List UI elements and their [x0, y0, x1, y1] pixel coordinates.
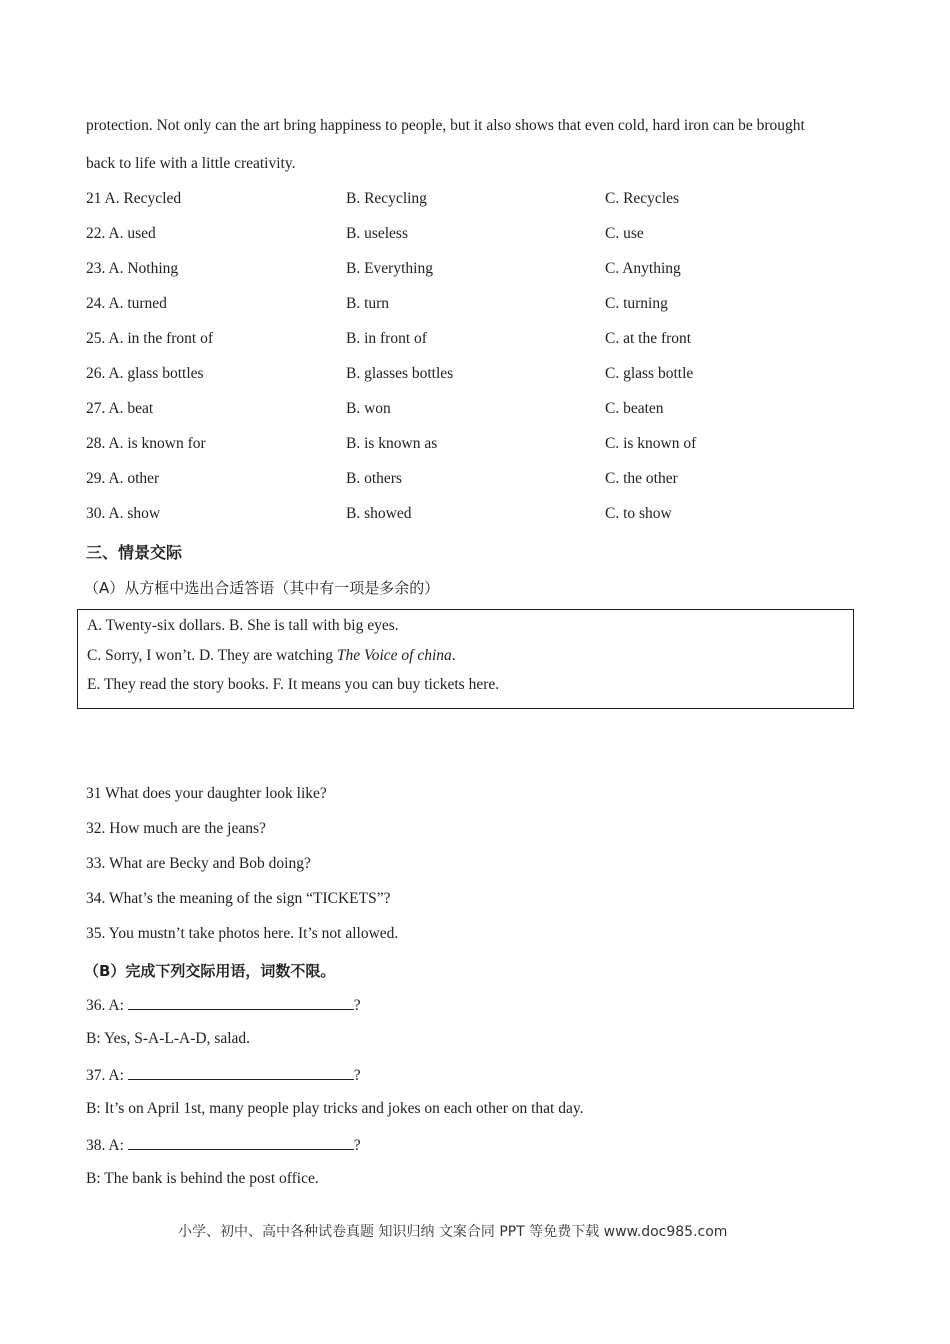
- option-a: 21 A. Recycled: [86, 190, 182, 207]
- answer-blank[interactable]: [128, 1065, 354, 1080]
- option-a: 22. A. used: [86, 225, 156, 242]
- option-c: C. glass bottle: [605, 365, 694, 382]
- option-b: B. Recycling: [346, 190, 427, 207]
- answer-box-line: E. They read the story books. F. It means you can buy tickets here.: [87, 676, 500, 693]
- dialogue-question: [86, 995, 361, 1015]
- answer-box-line: [87, 647, 456, 665]
- part-a-instruction: （A）从方框中选出合适答语（其中有一项是多余的）: [84, 579, 440, 597]
- dialogue-prefix: 38. A:: [86, 1137, 128, 1154]
- question: 31 What does your daughter look like?: [86, 785, 327, 802]
- option-c: C. Recycles: [605, 190, 680, 207]
- option-row: [86, 400, 866, 422]
- option-c: C. turning: [605, 295, 668, 312]
- question-mark: ?: [353, 997, 361, 1014]
- answer-box-line: A. Twenty-six dollars. B. She is tall with big eyes.: [87, 617, 399, 634]
- question: 35. You mustn’t take photos here. It’s not allowed.: [86, 925, 399, 942]
- option-row: [86, 435, 866, 457]
- option-a: 28. A. is known for: [86, 435, 206, 452]
- option-b: B. in front of: [346, 330, 427, 347]
- option-row: [86, 365, 866, 387]
- option-a: 30. A. show: [86, 505, 161, 522]
- tv-show-title: The Voice of china: [336, 647, 452, 664]
- answer-box: [77, 609, 854, 709]
- answer-option-text: C. Sorry, I won’t. D. They are watching: [87, 647, 337, 664]
- option-b: B. glasses bottles: [346, 365, 454, 382]
- option-row: [86, 190, 866, 212]
- option-row: [86, 260, 866, 282]
- page-footer: 小学、初中、高中各种试卷真题 知识归纳 文案合同 PPT 等免费下载 www.doc985.com: [178, 1224, 728, 1240]
- option-b: B. turn: [346, 295, 390, 312]
- answer-blank[interactable]: [128, 1135, 354, 1150]
- option-row: [86, 470, 866, 492]
- dialogue-question: [86, 1135, 361, 1155]
- option-a: 26. A. glass bottles: [86, 365, 204, 382]
- option-b: B. useless: [346, 225, 408, 242]
- passage-line: back to life with a little creativity.: [86, 155, 296, 172]
- option-b: B. won: [346, 400, 391, 417]
- option-a: 29. A. other: [86, 470, 160, 487]
- part-b-instruction: （B）完成下列交际用语，词数不限。: [84, 962, 336, 980]
- option-b: B. others: [346, 470, 402, 487]
- dialogue-prefix: 37. A:: [86, 1067, 128, 1084]
- passage-line: protection. Not only can the art bring happiness to people, but it also shows that even cold, hard iron can be brought: [86, 117, 805, 134]
- question-mark: ?: [353, 1067, 361, 1084]
- question-mark: ?: [353, 1137, 361, 1154]
- option-b: B. Everything: [346, 260, 433, 277]
- answer-option-text: .: [451, 647, 456, 664]
- section-title: 三、情景交际: [86, 543, 183, 562]
- option-c: C. Anything: [605, 260, 681, 277]
- option-row: [86, 330, 866, 352]
- option-a: 23. A. Nothing: [86, 260, 179, 277]
- option-c: C. is known of: [605, 435, 697, 452]
- option-c: C. use: [605, 225, 644, 242]
- option-c: C. at the front: [605, 330, 692, 347]
- dialogue-answer: B: The bank is behind the post office.: [86, 1170, 319, 1187]
- option-a: 25. A. in the front of: [86, 330, 213, 347]
- option-c: C. the other: [605, 470, 678, 487]
- option-a: 27. A. beat: [86, 400, 154, 417]
- dialogue-question: [86, 1065, 361, 1085]
- option-a: 24. A. turned: [86, 295, 167, 312]
- option-c: C. to show: [605, 505, 672, 522]
- question: 34. What’s the meaning of the sign “TICKETS”?: [86, 890, 391, 907]
- dialogue-answer: B: Yes, S-A-L-A-D, salad.: [86, 1030, 251, 1047]
- question: 33. What are Becky and Bob doing?: [86, 855, 311, 872]
- option-row: [86, 225, 866, 247]
- option-b: B. is known as: [346, 435, 438, 452]
- question: 32. How much are the jeans?: [86, 820, 266, 837]
- dialogue-answer: B: It’s on April 1st, many people play tricks and jokes on each other on that day.: [86, 1100, 584, 1117]
- option-b: B. showed: [346, 505, 412, 522]
- option-row: [86, 295, 866, 317]
- option-c: C. beaten: [605, 400, 664, 417]
- answer-blank[interactable]: [128, 995, 354, 1010]
- dialogue-prefix: 36. A:: [86, 997, 128, 1014]
- option-row: [86, 505, 866, 527]
